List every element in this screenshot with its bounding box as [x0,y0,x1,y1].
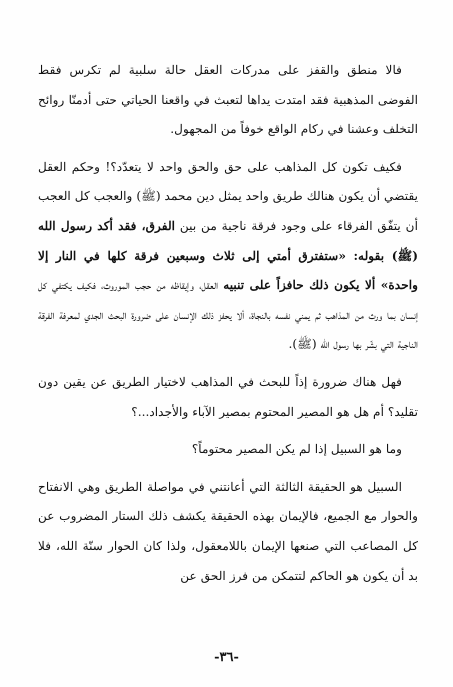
paragraph-4 [38,435,418,465]
text-line: الانفتاح والحوار مع الجميع، فالإيمان بهذه الحقيقة يكشف ذلك الستار [38,479,418,524]
text-line: السبيل هو الحقيقة الثالثة التي أعانتني في مواصلة الطريق وهي [77,479,403,494]
text-line: فالا منطق والقفز على مدركات العقل حالة سلبية لم تكرس [69,63,402,77]
text-line: العقل، وإيقاظه من حجب الموروث، فكيف يكتفي كل إنسان بما ورث [38,278,418,322]
paragraph-5 [38,473,418,591]
text-line: وما هو السبيل إذا لم يكن المصير محتوماً؟ [191,442,402,457]
text-line: العقل يقتضي أن يكون هنالك طريق واحد يمثل دين محمد (ﷺ) [38,159,419,204]
text-line: فهل هناك ضرورة إذاً للبحث في المذاهب لاختيار الطريق عن يقين [63,374,403,389]
text-line: دون تقليد؟ أم هل هو المصير المحتوم بمصير الآباء والأجداد...؟ [38,374,418,419]
paragraph-1 [38,56,418,145]
text-line: أدمنّا روائح التخلف وعشنا في ركام الواقع خوفاً من المجهول. [38,92,418,137]
page-number: -٣٦- [214,650,239,665]
text-line: الحوار سنّة الله، فلا بد أن يكون هو الحاكم لتتمكن من فرز الحق عن [38,538,418,583]
text-line: الفرق، فقد أكد رسول الله (ﷺ) بقوله: «ستفترق أمتي إلى ثلاث [38,218,418,263]
body-text [38,56,418,591]
text-line: والعجب كل العجب أن يتفّق الفرقاء على وجود فرقة ناجية من بين [38,189,418,233]
text-line: المضروب عن كل المصاعب التي صنعها الإيمان باللامعقول، ولذا كان [38,509,419,553]
paragraph-3 [38,368,418,427]
paragraph-2 [38,153,418,360]
text-line: فكيف تكون كل المذاهب على حق والحق واحد لا يتعدّد؟! وحكم [71,159,402,174]
text-line: البحث الجدي لمعرفة الفرقة الناجية التي بشّر بها رسول الله (ﷺ). [38,307,418,352]
text-line: فقط الفوضى المذهبية فقد امتدت يداها لتعبث في واقعنا الحياتي حتى [38,63,418,107]
text-line: من المذاهب ثم يمني نفسه بالنجاة، ألا يحفز ذلك الإنسان على ضرورة [131,307,364,322]
text-line: وسبعين فرقة كلها في النار إلا واحدة» ألا يكون ذلك حافزاً على تنبيه [38,248,419,293]
